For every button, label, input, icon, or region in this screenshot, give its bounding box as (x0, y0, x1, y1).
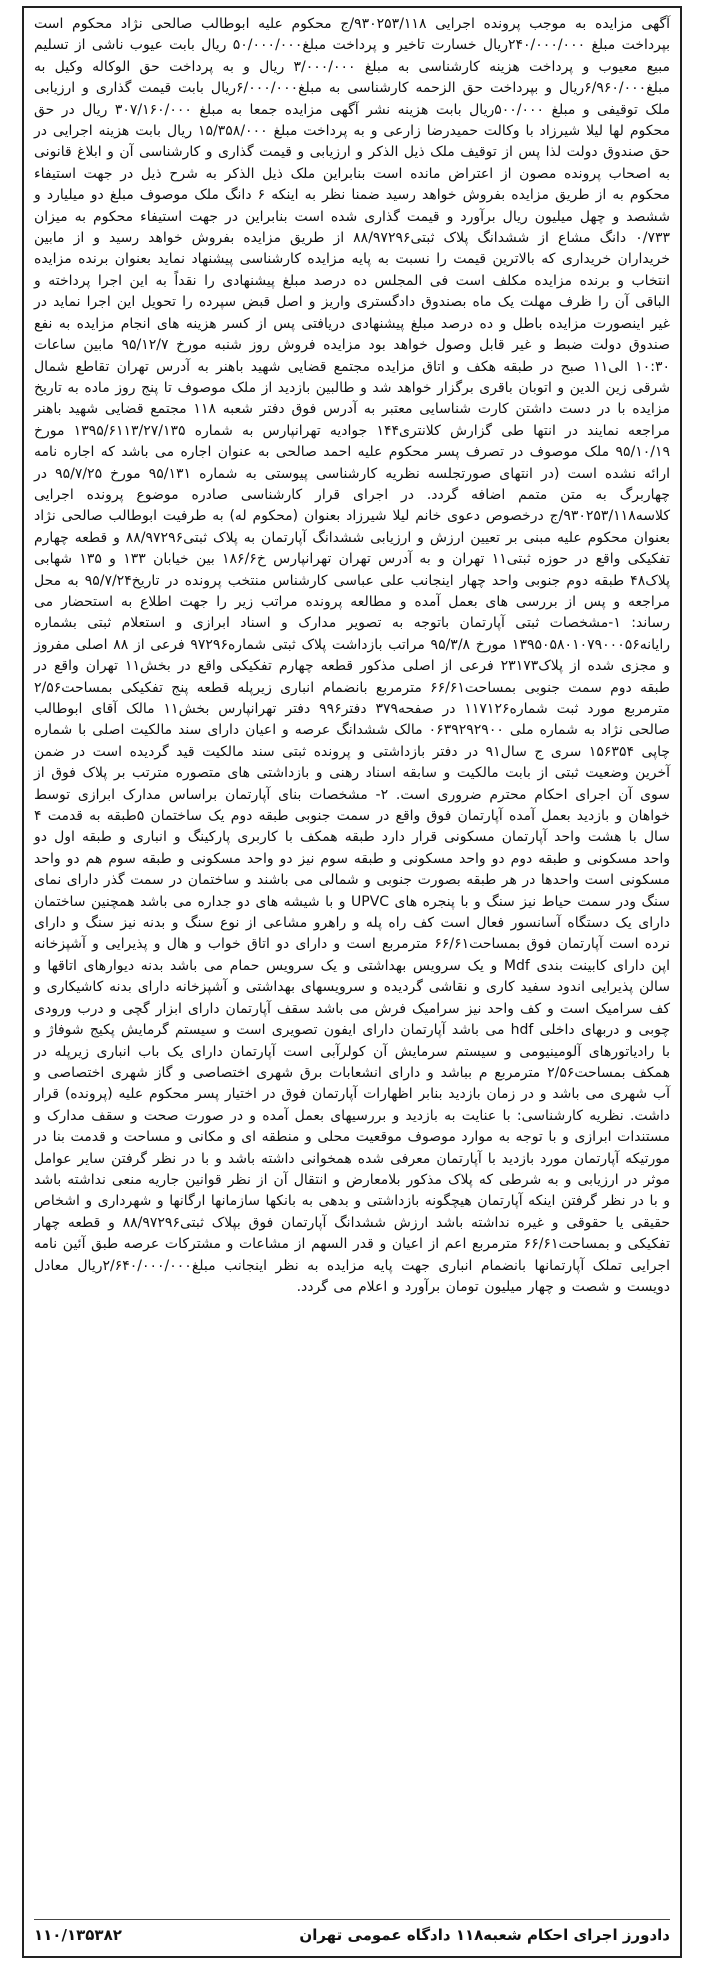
auction-notice (22, 6, 682, 1958)
issuer-signature: دادورز اجرای احکام شعبه۱۱۸ دادگاه عمومی تهران (299, 1926, 670, 1944)
notice-code: ۱۱۰/۱۳۵۳۸۲ (34, 1926, 122, 1944)
notice-footer (34, 1919, 670, 1950)
notice-body-text: آگهی مزایده به موجب پرونده اجرایی ۹۳۰۲۵۳/۱۱۸/ج محکوم علیه ابوطالب صالحی نژاد محکوم است بپرداخت مبلغ ۲۴۰/۰۰۰/۰۰۰ریال خسارت تاخیر و پرداخت مبلغ۵۰/۰۰۰/۰۰۰ ریال بابت عیوب ناشی از تسلیم مبیع معیوب و پرداخت هزینه کارشناسی به مبلغ ۳/۰۰۰/۰۰۰ ریال و به پرداخت حق الوکاله وکیل به مبلغ۶/۹۶۰/۰۰۰ریال و بپرداخت حق الزحمه کارشناسی به مبلغ۶/۰۰۰/۰۰۰ریال بابت قیمت گذاری و ارزیابی ملک توقیفی و مبلغ ۵۰۰/۰۰۰ریال بابت هزینه نشر آگهی مزایده جمعا به مبلغ ۳۰۷/۱۶۰/۰۰۰ ریال در حق محکوم لها لیلا شیرزاد با وکالت حمیدرضا زارعی و به پرداخت مبلغ ۱۵/۳۵۸/۰۰۰ ریال بابت هزینه اجرایی در حق صندوق دولت لذا پس از توقیف ملک ذیل الذکر و ارزیابی و قیمت گذاری و کارشناسی آن و ابلاغ قانونی به اصحاب پرونده مصون از اعتراض مانده است بنابراین ملک ذیل الذکر به شرح ذیل در جهت استیفاء محکوم به از طریق مزایده بفروش خواهد رسید ضمنا نظر به اینکه ۶ دانگ ملک موصوف مبلغ دو میلیارد و ششصد و چهل میلیون ریال برآورد و قیمت گذاری شده است بنابراین در جهت استیفاء محکوم به میزان ۰/۷۳۳ دانگ مشاع از ششدانگ پلاک ثبتی۸۸/۹۷۲۹۶ از طریق مزایده بفروش خواهد رسید و از مابین خریداران خریداری که بالاترین قیمت را نسبت به پایه مزایده کارشناسی پیشنهاد نماید بعنوان برنده مزایده انتخاب و برنده مزایده مکلف است فی المجلس ده درصد مبلغ پیشنهادی را نقداً به این اجرا پرداخته و الباقی آن را ظرف مهلت یک ماه بصندوق دادگستری واریز و اصل قبض سپرده را تحویل این اجرا نماید در غیر اینصورت مزایده باطل و ده درصد مبلغ پیشنهادی دریافتی پس از کسر هزینه های انجام مزایده به نفع صندوق دولت ضبط و غیر قابل وصول خواهد بود مزایده فروش روز شنبه مورخ ۹۵/۱۲/۷ مابین ساعات ۱۰:۳۰ الی۱۱ صبح در طبقه هکف و اتاق مزایده مجتمع قضایی شهید باهنر به آدرس تهران تقاطع شمال شرقی زین الدین و اتوبان باقری برگزار خواهد شد و طالبین بازدید از ملک موصوف تا پنج روز ماده به تاریخ مزایده با در دست داشتن کارت شناسایی معتبر به آدرس فوق دفتر شعبه ۱۱۸ مجتمع قضایی شهید باهنر مراجعه نمایند در انتها طی گزارش کلانتری۱۴۴ جوادیه تهرانپارس به شماره ۱۳۹۵/۶۱۱۳/۲۷/۱۳۵ مورخ ۹۵/۱۰/۱۹ ملک موصوف در تصرف پسر محکوم علیه احمد صالحی به عنوان اجاره می باشد که اجاره نامه ارائه نشده است (در انتهای صورتجلسه نظریه کارشناسی پیوستی به شماره ۹۵/۱۳۱ مورخ ۹۵/۷/۲۵ در چهاربرگ به متن متمم اضافه گردد. در اجرای قرار کارشناسی صادره موضوع پرونده اجرایی کلاسه۹۳۰۲۵۳/۱۱۸/ج درخصوص دعوی خانم لیلا شیرزاد بعنوان (محکوم له) به طرفیت ابوطالب صالحی نژاد بعنوان محکوم علیه مبنی بر تعیین ارزش و ارزیابی ششدانگ آپارتمان به پلاک ثبتی۸۸/۹۷۲۹۶ و قطعه چهارم تفکیکی واقع در حوزه ثبتی۱۱ تهران و به آدرس تهران تهرانپارس خ۱۸۶/۶ بین خیابان ۱۳۳ و ۱۳۵ شهابی پلاک۴۸ طبقه دوم جنوبی واحد چهار اینجانب علی عباسی کارشناس منتخب پرونده در تاریخ۹۵/۷/۲۴ به محل مراجعه و پس از بررسی های بعمل آمده و مطالعه پرونده مراتب زیر را جهت اطلاع به استحضار می رساند: ۱-مشخصات ثبتی آپارتمان باتوجه به تصویر مدارک و اسناد ابرازی و استعلام ثبتی بشماره رایانه۱۳۹۵۰۵۸۰۱۰۷۹۰۰۰۵۶ مورخ ۹۵/۳/۸ مراتب بازداشت پلاک ثبتی شماره۹۷۲۹۶ فرعی از ۸۸ اصلی مفروز و مجزی شده از پلاک۲۳۱۷۳ فرعی از اصلی مذکور قطعه چهارم تفکیکی واقع در بخش۱۱ تهران واقع در طبقه دوم سمت جنوبی بمساحت۶۶/۶۱ مترمربع بانضمام انباری زیرپله قطعه پنج تفکیکی بمساحت۲/۵۶ مترمربع مورد ثبت شماره۱۱۷۱۲۶ در صفحه۳۷۹ دفتر۹۹۶ دفتر تهرانپارس بخش۱۱ مالک آقای ابوطالب صالحی نژاد به شماره ملی ۰۶۳۹۲۹۲۹۰۰ مالک ششدانگ عرصه و اعیان دارای سند مالکیت اصلی با شماره چاپی ۱۵۶۳۵۴ سری ج سال۹۱ در دفتر بازداشتی و پرونده ثبتی سند مالکیت قید گردیده است در ضمن آخرین وضعیت ثبتی از بابت مالکیت و سابقه اسناد رهنی و بازداشتی های متصوره مترتب بر پلاک فوق از سوی آن اجرای احکام محترم ضروری است. ۲- مشخصات بنای آپارتمان براساس مدارک ابرازی توسط خواهان و بازدید بعمل آمده آپارتمان فوق واقع در سمت جنوبی طبقه دوم یک ساختمان ۵طبقه به قدمت ۴ سال با هشت واحد آپارتمان مسکونی قرار دارد طبقه همکف با کاربری پارکینگ و انباری و طبقه اول دو واحد مسکونی و طبقه دوم دو واحد مسکونی و طبقه سوم نیز دو واحد مسکونی و طبقه سوم هم دو واحد مسکونی است واحدها در هر طبقه بصورت جنوبی و شمالی می باشند و ساختمان در سمت گذر دارای نمای سنگ ودر سمت حیاط نیز سنگ و با پنجره های UPVC و با شیشه های دو جداره می باشد همچنین ساختمان دارای یک دستگاه آسانسور فعال است کف راه پله و راهرو مشاعی از نوع سنگ و بدنه نیز سنگ و دارای نرده است آپارتمان فوق بمساحت۶۶/۶۱ مترمربع است و دارای دو اتاق خواب و هال و پذیرایی و آشپزخانه اپن دارای کابینت بندی Mdf و یک سرویس بهداشتی و یک سرویس حمام می باشد بدنه دیوارهای اتاقها و سالن پذیرایی اندود سفید کاری و نقاشی گردیده و سرویسهای بهداشتی و آشپزخانه دارای بدنه کاشیکاری و کف سرامیک است و کف واحد نیز سرامیک فرش می باشد سقف آپارتمان دارای ابزار گچی و درب ورودی چوبی و دربهای داخلی hdf می باشد آپارتمان دارای ایفون تصویری است و سیستم گرمایش پکیج شوفاژ و با رادیاتورهای آلومینیومی و سیستم سرمایش آن کولرآبی است آپارتمان دارای یک باب انباری زیرپله در همکف بمساحت۲/۵۶ مترمربع م بباشد و دارای انشعابات برق شهری اختصاصی و گاز شهری اختصاصی و آب شهری می باشد و در زمان بازدید بنابر اظهارات آپارتمان فوق در اختیار پسر محکوم علیه (پرونده) قرار داشت. نظریه کارشناسی: با عنایت به بازدید و بررسیهای بعمل آمده و در صورت صحت و سقف مدارک و مستندات ابرازی و با توجه به موارد موصوف موقعیت محلی و منطقه ای و مکانی و مساحت و قدمت بنا در مورتیکه آپارتمان مورد بازدید با آپارتمان معرفی شده همخوانی داشته باشد و با در نظر گرفتن سایر عوامل موثر در ارزیابی و به شرطی که پلاک مذکور بلامعارض و انتقال آن از نظر قوانین جاریه منعی نداشته باشد و با در نظر گرفتن اینکه آپارتمان هیچگونه بازداشتی و بدهی به بانکها سازمانها ارگانها و شهرداری و اشخاص حقیقی یا حقوقی و غیره نداشته باشد ارزش ششدانگ آپارتمان فوق بپلاک ثبتی۸۸/۹۷۲۹۶ و قطعه چهار تفکیکی و بمساحت۶۶/۶۱ مترمربع اعم از اعیان و قدر السهم از مشاعات و مشترکات عرصه طبق آئین نامه اجرایی تملک آپارتمانها بانضمام انباری جهت پایه مزایده به نظر اینجانب مبلغ۲/۶۴۰/۰۰۰/۰۰۰ریال معادل دویست و شصت و چهار میلیون تومان برآورد و اعلام می گردد. (34, 16, 671, 1295)
